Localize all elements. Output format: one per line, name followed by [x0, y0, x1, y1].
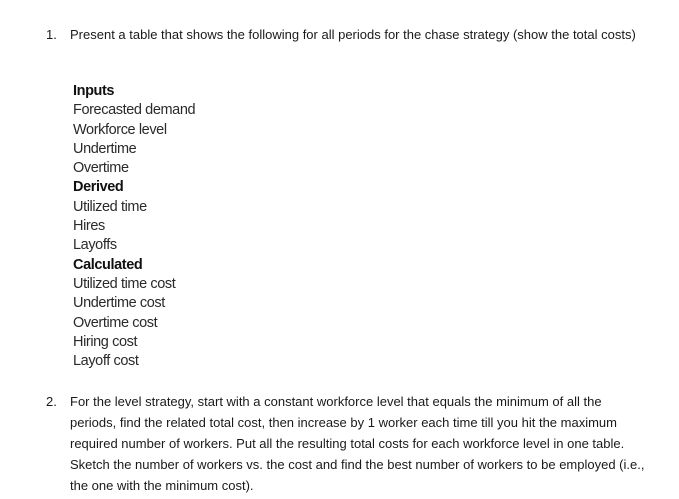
list-item: Hires [73, 218, 105, 235]
list-item: Undertime [73, 140, 137, 157]
section-heading-derived: Derived [73, 179, 124, 196]
question-1 [0, 24, 679, 68]
list-item: Utilized time cost [73, 275, 176, 292]
question-2-number: 2. [46, 394, 57, 409]
list-item: Overtime cost [73, 314, 158, 331]
question-2 [0, 391, 679, 499]
question-1-number: 1. [46, 27, 57, 42]
list-item: Undertime cost [73, 295, 165, 312]
list-item: Utilized time [73, 198, 147, 215]
list-item: Workforce level [73, 121, 167, 138]
list-item: Layoff cost [73, 353, 139, 370]
section-heading-calculated: Calculated [73, 256, 143, 273]
list-item: Hiring cost [73, 333, 138, 350]
list-item: Layoffs [73, 237, 117, 254]
variables-list-figure [73, 82, 293, 371]
list-item: Forecasted demand [73, 102, 196, 119]
question-2-text: For the level strategy, start with a constant workforce level that equals the minimum of all the periods, find the related total cost, then increase by 1 worker each time till you hit the maximum required number of workers. Put all the resulting total costs for each workforce level in one table. Sketch the number of workers vs. the cost and find the best number of workers to be employed (i.e., the one with the minimum cost). [70, 394, 645, 493]
section-heading-inputs: Inputs [73, 83, 115, 99]
list-item: Overtime [73, 160, 129, 177]
question-1-text: Present a table that shows the following for all periods for the chase strategy (show the total costs) [70, 27, 636, 42]
